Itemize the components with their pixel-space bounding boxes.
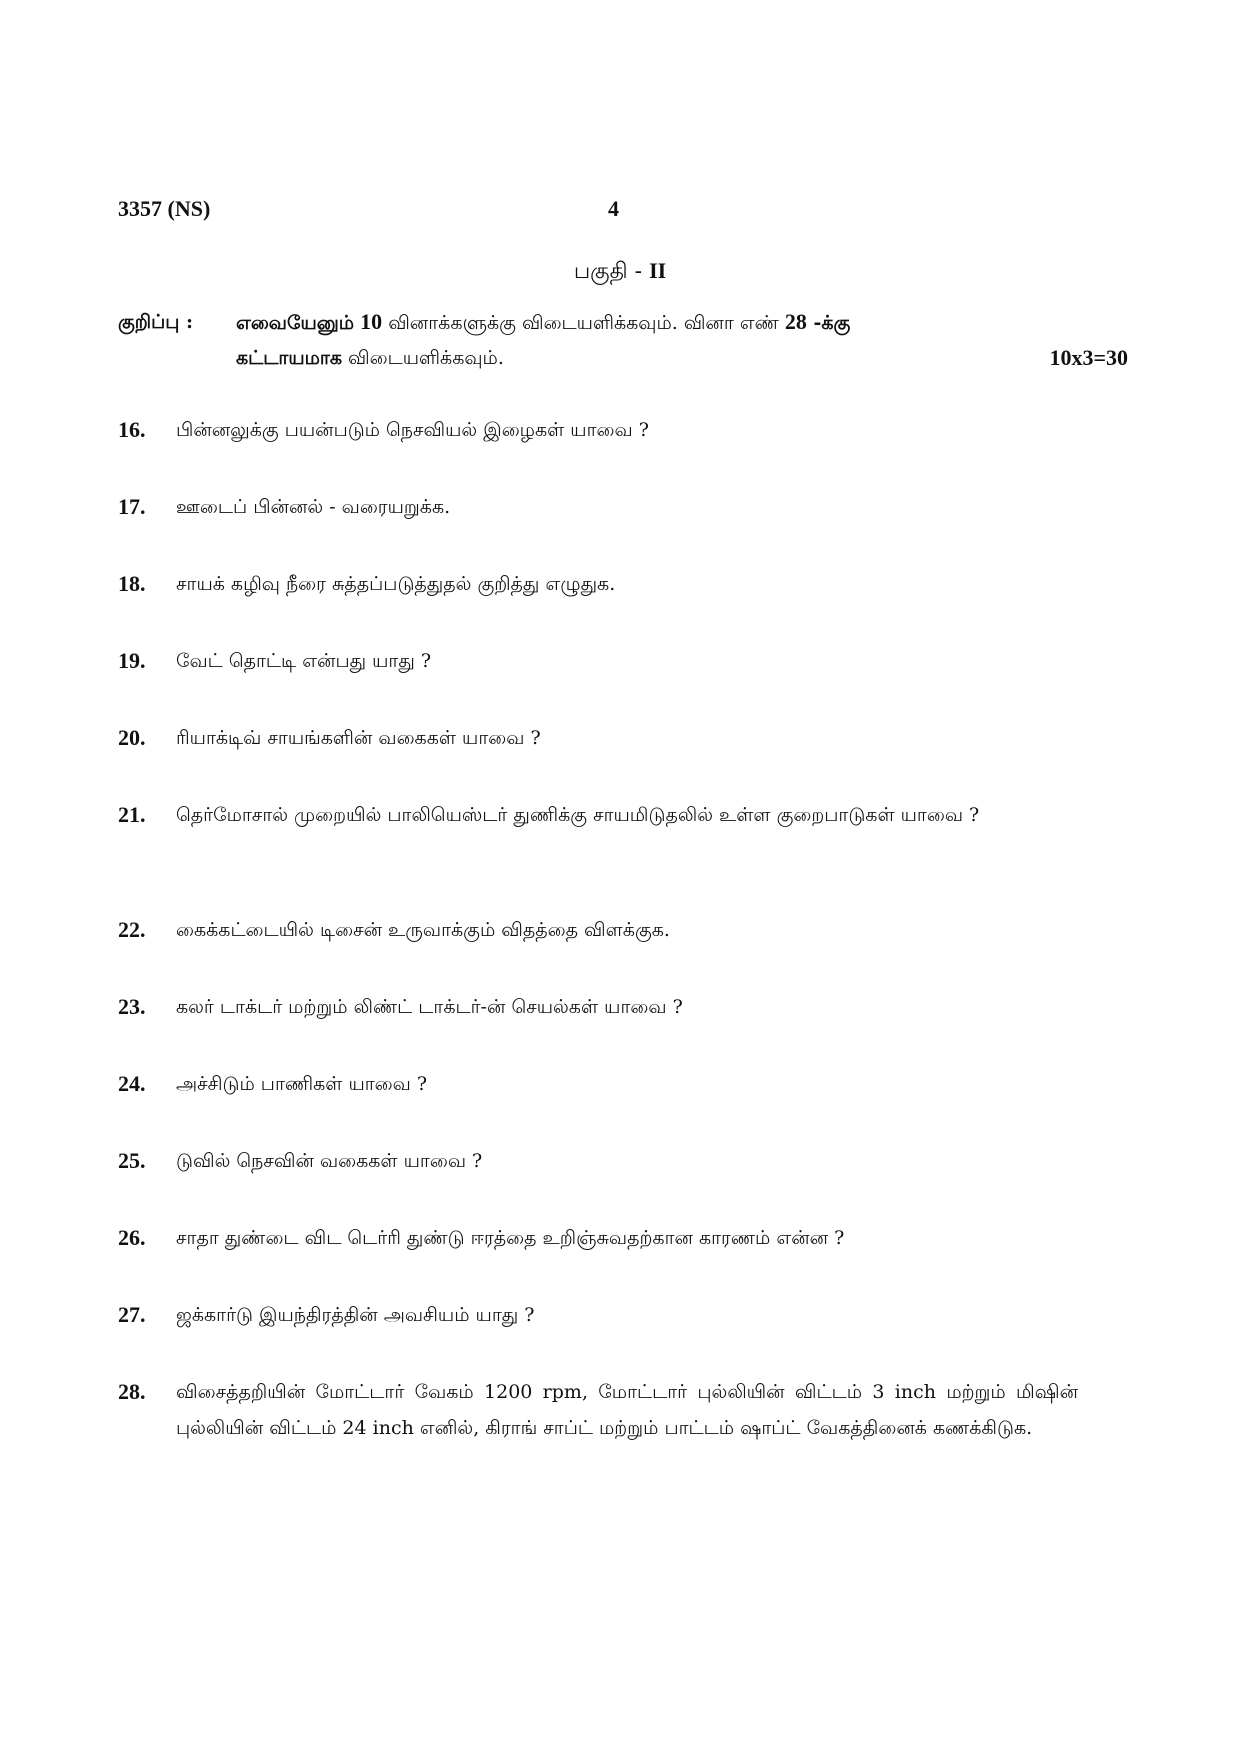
- question-28: [118, 1374, 1078, 1446]
- page-number: 4: [608, 196, 619, 221]
- question-number: 26.: [118, 1225, 146, 1250]
- question-text: கலர் டாக்டர் மற்றும் லிண்ட் டாக்டர்-ன் செயல்கள் யாவை ?: [176, 996, 683, 1018]
- question-text: ஊடைப் பின்னல் - வரையறுக்க.: [176, 496, 451, 518]
- question-number: 17.: [118, 494, 146, 519]
- question-number: 25.: [118, 1148, 146, 1173]
- question-number: 23.: [118, 994, 146, 1019]
- question-22: [118, 912, 1078, 948]
- section-title: [0, 258, 1240, 287]
- question-24: [118, 1066, 1078, 1102]
- section-title-roman: II: [649, 258, 667, 283]
- question-text: சாயக் கழிவு நீரை சுத்தப்படுத்துதல் குறித்து எழுதுக.: [176, 573, 616, 595]
- note-line-2: [236, 340, 504, 376]
- question-text: அச்சிடும் பாணிகள் யாவை ?: [176, 1073, 428, 1095]
- note-bold-prefix: எவையேனும்: [236, 312, 355, 334]
- question-number: 19.: [118, 648, 146, 673]
- note-text-part1: வினாக்களுக்கு விடையளிக்கவும். வினா எண்: [382, 312, 785, 334]
- question-number: 18.: [118, 571, 146, 596]
- question-19: [118, 643, 1078, 679]
- question-text: ஜக்கார்டு இயந்திரத்தின் அவசியம் யாது ?: [176, 1304, 535, 1326]
- question-25: [118, 1143, 1078, 1179]
- note-line2-text: விடையளிக்கவும்.: [341, 347, 504, 369]
- question-text: கைக்கட்டையில் டிசைன் உருவாக்கும் விதத்தை விளக்குக.: [176, 919, 670, 941]
- note-count: 10: [360, 309, 383, 334]
- question-text: விசைத்தறியின் மோட்டார் வேகம் 1200 rpm, மோட்டார் புல்லியின் விட்டம் 3 inch மற்றும் மிஷின் புல்லியின் விட்டம் 24 inch எனில், கிராங் சாப்ட் மற்றும் பாட்டம் ஷாப்ட் வேகத்தினைக் கணக்கிடுக.: [176, 1381, 1078, 1439]
- note-question-ref: 28: [784, 309, 807, 334]
- question-text: பின்னலுக்கு பயன்படும் நெசவியல் இழைகள் யாவை ?: [176, 419, 649, 441]
- question-27: [118, 1297, 1078, 1333]
- marks-scheme: 10x3=30: [1049, 345, 1128, 370]
- section-title-tamil: பகுதி -: [573, 259, 650, 284]
- note-label: குறிப்பு :: [118, 311, 194, 333]
- question-number: 27.: [118, 1302, 146, 1327]
- question-23: [118, 989, 1078, 1025]
- question-number: 20.: [118, 725, 146, 750]
- note-bold-suffix: -க்கு: [806, 312, 851, 334]
- question-number: 24.: [118, 1071, 146, 1096]
- question-text: சாதா துண்டை விட டெர்ரி துண்டு ஈரத்தை உறிஞ்சுவதற்கான காரணம் என்ன ?: [176, 1227, 845, 1249]
- question-text: டுவில் நெசவின் வகைகள் யாவை ?: [176, 1150, 483, 1172]
- question-number: 16.: [118, 417, 146, 442]
- question-number: 21.: [118, 802, 146, 827]
- question-text: ரியாக்டிவ் சாயங்களின் வகைகள் யாவை ?: [176, 727, 541, 749]
- question-16: [118, 412, 1078, 448]
- note-line-1: [236, 304, 850, 341]
- question-18: [118, 566, 1078, 602]
- question-21: [118, 797, 1078, 833]
- note-line2-bold: கட்டாயமாக: [236, 347, 342, 369]
- question-number: 22.: [118, 917, 146, 942]
- question-text: தெர்மோசால் முறையில் பாலியெஸ்டர் துணிக்கு சாயமிடுதலில் உள்ள குறைபாடுகள் யாவை ?: [176, 804, 980, 826]
- question-20: [118, 720, 1078, 756]
- question-17: [118, 489, 1078, 525]
- question-text: வேட் தொட்டி என்பது யாது ?: [176, 650, 432, 672]
- paper-code: 3357 (NS): [118, 196, 211, 221]
- question-26: [118, 1220, 1078, 1256]
- question-number: 28.: [118, 1379, 146, 1404]
